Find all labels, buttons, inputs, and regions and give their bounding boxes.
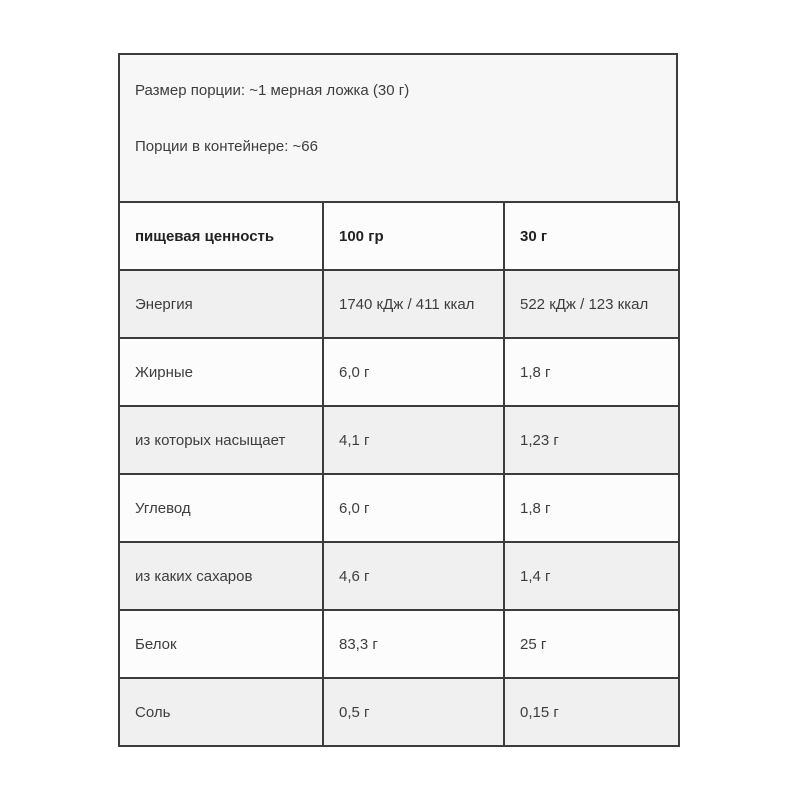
table-row-energy: [119, 270, 679, 338]
table-header-row: [119, 202, 679, 270]
nutrient-name-cell: из которых насыщает: [119, 406, 323, 474]
nutrient-name-cell: Энергия: [119, 270, 323, 338]
table-row-sugars: [119, 542, 679, 610]
per-30g-value-cell: 1,8 г: [504, 474, 679, 542]
per-100g-value-cell: 6,0 г: [323, 474, 504, 542]
nutrient-name-cell: Углевод: [119, 474, 323, 542]
per-100g-value-cell: 1740 кДж / 411 ккал: [323, 270, 504, 338]
table-row-salt: [119, 678, 679, 746]
nutrient-name-cell: Соль: [119, 678, 323, 746]
per-30g-value-cell: 1,23 г: [504, 406, 679, 474]
table-row-fat: [119, 338, 679, 406]
serving-size-text: Размер порции: ~1 мерная ложка (30 г): [135, 82, 410, 99]
table-row-protein: [119, 610, 679, 678]
per-30g-value-cell: 1,8 г: [504, 338, 679, 406]
column-header-per-30g: 30 г: [504, 202, 679, 270]
per-100g-value-cell: 4,1 г: [323, 406, 504, 474]
per-100g-value-cell: 0,5 г: [323, 678, 504, 746]
column-header-per-100g: 100 гр: [323, 202, 504, 270]
serving-info-box: [118, 53, 678, 203]
nutrition-panel: [118, 53, 678, 747]
nutrient-name-cell: Белок: [119, 610, 323, 678]
nutrient-name-cell: из каких сахаров: [119, 542, 323, 610]
table-row-saturated-fat: [119, 406, 679, 474]
table-row-carbohydrate: [119, 474, 679, 542]
servings-per-container-text: Порции в контейнере: ~66: [135, 138, 318, 155]
nutrition-table: [118, 201, 680, 747]
nutrient-name-cell: Жирные: [119, 338, 323, 406]
column-header-nutrient: пищевая ценность: [119, 202, 323, 270]
per-30g-value-cell: 25 г: [504, 610, 679, 678]
per-30g-value-cell: 522 кДж / 123 ккал: [504, 270, 679, 338]
per-100g-value-cell: 83,3 г: [323, 610, 504, 678]
per-30g-value-cell: 1,4 г: [504, 542, 679, 610]
per-30g-value-cell: 0,15 г: [504, 678, 679, 746]
per-100g-value-cell: 4,6 г: [323, 542, 504, 610]
per-100g-value-cell: 6,0 г: [323, 338, 504, 406]
